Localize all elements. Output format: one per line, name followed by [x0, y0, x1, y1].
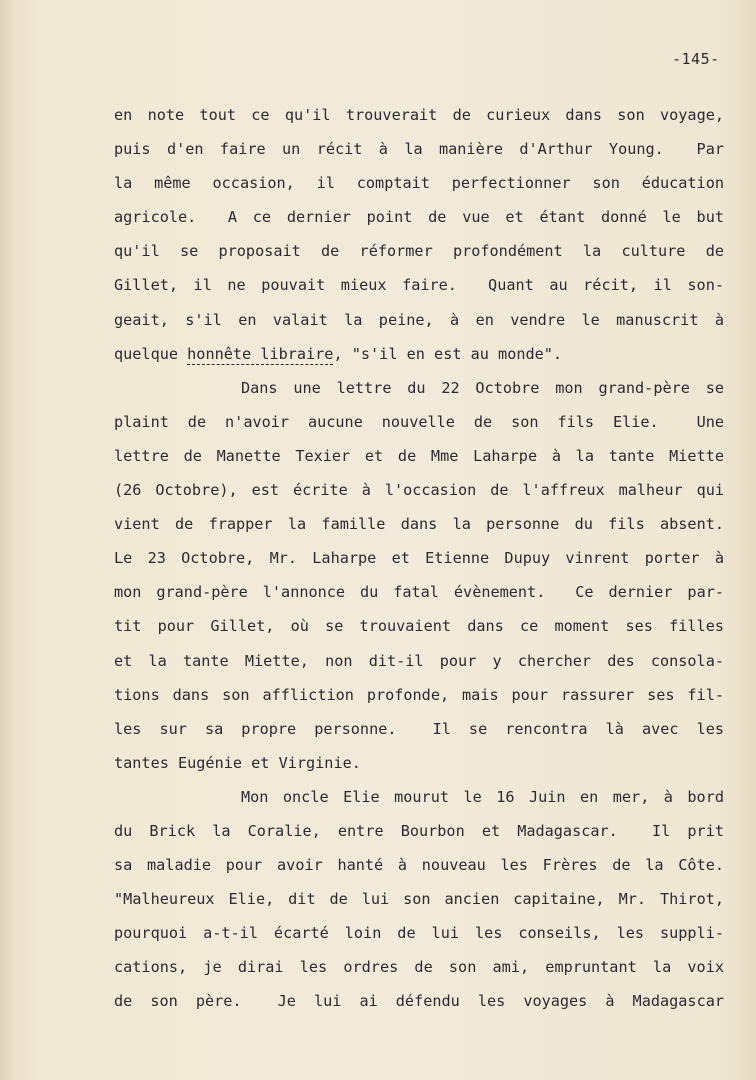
text-line: la même occasion, il comptait perfectionner son éducation	[114, 174, 724, 193]
body-text	[114, 98, 724, 1019]
text-line: mon grand-père l'annonce du fatal évènement. Ce dernier par-	[114, 583, 724, 602]
text-line: lettre de Manette Texier et de Mme Laharpe à la tante Miette	[114, 446, 724, 465]
text-line: pourquoi a-t-il écarté loin de lui les conseils, les suppli-	[114, 924, 724, 943]
text-line: tions dans son affliction profonde, mais pour rassurer ses fil-	[114, 685, 724, 704]
text-line: agricole. A ce dernier point de vue et étant donné le but	[114, 208, 724, 227]
text-line: Dans une lettre du 22 Octobre mon grand-père se	[241, 378, 724, 397]
page-number: -145-	[672, 50, 720, 68]
text-line: tit pour Gillet, où se trouvaient dans ce moment ses filles	[114, 617, 724, 636]
text-line: vient de frapper la famille dans la personne du fils absent.	[114, 515, 724, 534]
text-line: Mon oncle Elie mourut le 16 Juin en mer, à bord	[241, 787, 724, 806]
text-fragment: quelque	[114, 344, 188, 363]
text-line	[114, 337, 724, 371]
text-line: sa maladie pour avoir hanté à nouveau les Frères de la Côte.	[114, 856, 724, 875]
text-line: "Malheureux Elie, dit de lui son ancien capitaine, Mr. Thirot,	[114, 890, 724, 909]
text-line: (26 Octobre), est écrite à l'occasion de l'affreux malheur qui	[114, 481, 724, 500]
paragraph-2	[114, 371, 724, 780]
text-line: de son père. Je lui ai défendu les voyages à Madagascar	[114, 992, 724, 1011]
text-line: geait, s'il en valait la peine, à en vendre le manuscrit à	[114, 310, 724, 329]
text-line: en note tout ce qu'il trouverait de curieux dans son voyage,	[114, 106, 724, 124]
text-line: et la tante Miette, non dit-il pour y chercher des consola-	[114, 651, 724, 670]
text-line: tantes Eugénie et Virginie.	[114, 753, 361, 772]
text-fragment: , "s'il en est au monde".	[333, 344, 563, 363]
paragraph-1	[114, 98, 724, 371]
text-line: du Brick la Coralie, entre Bourbon et Madagascar. Il prit	[114, 821, 724, 840]
text-line: les sur sa propre personne. Il se rencontra là avec les	[114, 719, 724, 738]
text-line: puis d'en faire un récit à la manière d'Arthur Young. Par	[114, 140, 724, 159]
text-line: Le 23 Octobre, Mr. Laharpe et Etienne Dupuy vinrent porter à	[114, 549, 724, 568]
text-line: Gillet, il ne pouvait mieux faire. Quant au récit, il son-	[114, 276, 724, 295]
text-line: cations, je dirai les ordres de son ami, empruntant la voix	[114, 958, 724, 977]
text-line: qu'il se proposait de réformer profondément la culture de	[114, 242, 724, 261]
underlined-phrase: honnête libraire	[187, 344, 334, 363]
text-line: plaint de n'avoir aucune nouvelle de son fils Elie. Une	[114, 412, 724, 431]
paragraph-3	[114, 780, 724, 1019]
